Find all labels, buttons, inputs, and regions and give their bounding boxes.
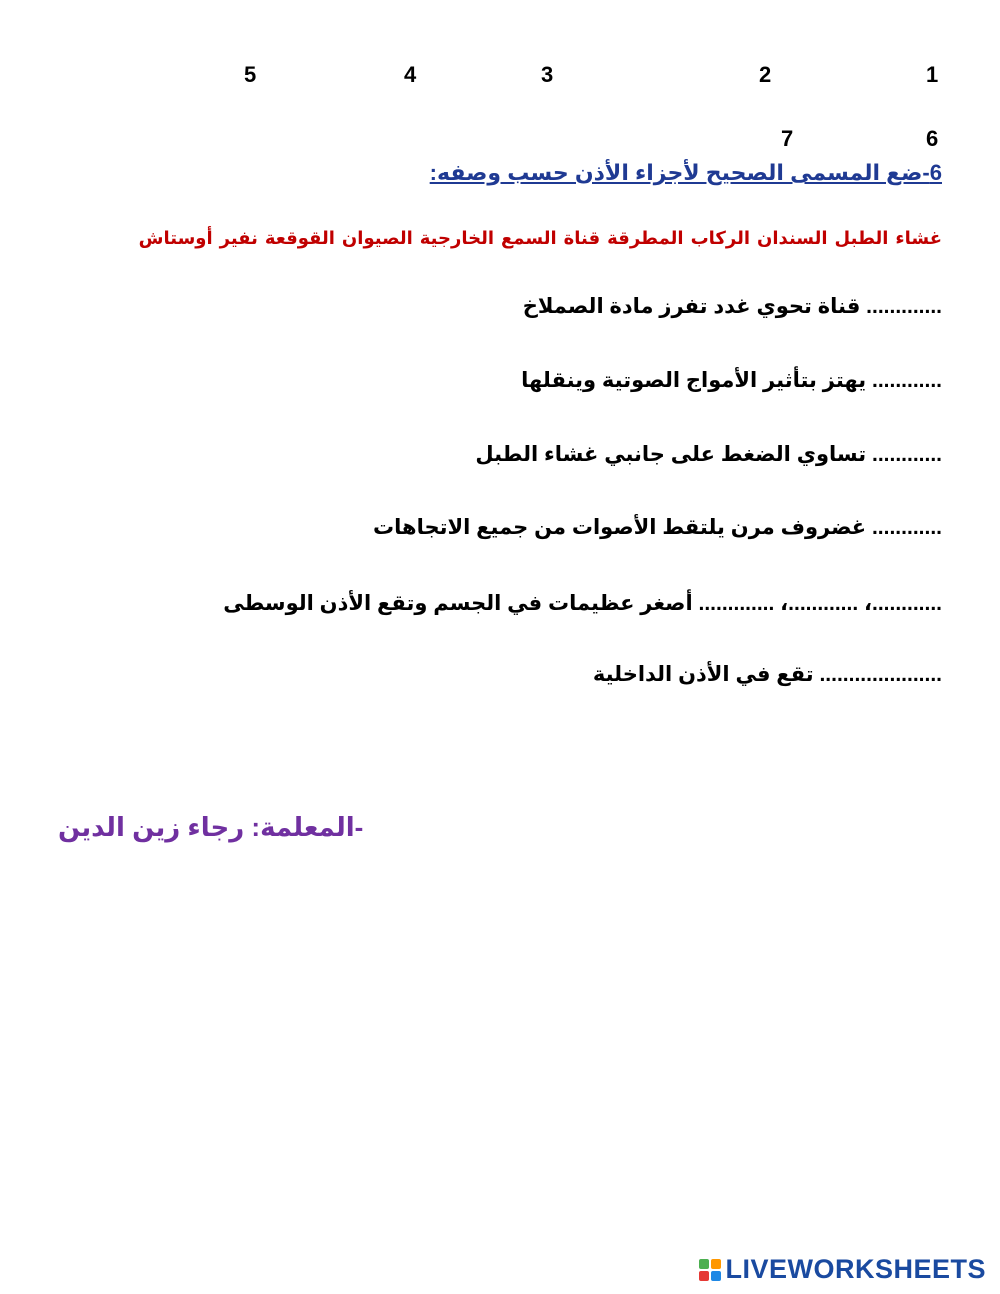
- fill-in-item-5[interactable]: ............، ............، ............. أصغر عظيمات في الجسم وتقع الأذن الوسطى: [223, 592, 942, 615]
- fill-in-item-2[interactable]: ............ يهتز بتأثير الأمواج الصوتية وينقلها: [521, 369, 942, 392]
- number-label-1: 1: [926, 62, 939, 87]
- word-bank: غشاء الطبل السندان الركاب المطرقة قناة السمع الخارجية الصيوان القوقعة نفير أوستاش: [138, 228, 942, 248]
- logo-square-1: [699, 1259, 709, 1269]
- number-label-5: 5: [244, 62, 257, 87]
- number-label-7: 7: [781, 126, 794, 151]
- logo-square-3: [699, 1271, 709, 1281]
- fill-in-item-3[interactable]: ............ تساوي الضغط على جانبي غشاء الطبل: [475, 443, 942, 466]
- liveworksheets-logo-icon: [699, 1259, 721, 1281]
- fill-in-item-1[interactable]: ............. قناة تحوي غدد تفرز مادة الصملاخ: [522, 295, 942, 318]
- brand-name: LIVEWORKSHEETS: [725, 1254, 986, 1284]
- number-label-2: 2: [759, 62, 772, 87]
- logo-square-4: [711, 1271, 721, 1281]
- number-label-4: 4: [404, 62, 417, 87]
- number-label-3: 3: [541, 62, 554, 87]
- teacher-name: -المعلمة: رجاء زين الدين: [58, 812, 364, 842]
- logo-square-2: [711, 1259, 721, 1269]
- fill-in-item-6[interactable]: ..................... تقع في الأذن الداخلية: [592, 663, 942, 686]
- fill-in-item-4[interactable]: ............ غضروف مرن يلتقط الأصوات من جميع الاتجاهات: [373, 516, 942, 539]
- number-label-6: 6: [926, 126, 939, 151]
- liveworksheets-brand: [699, 1254, 986, 1285]
- question-title: 6-ضع المسمى الصحيح لأجزاء الأذن حسب وصفه:: [429, 160, 942, 185]
